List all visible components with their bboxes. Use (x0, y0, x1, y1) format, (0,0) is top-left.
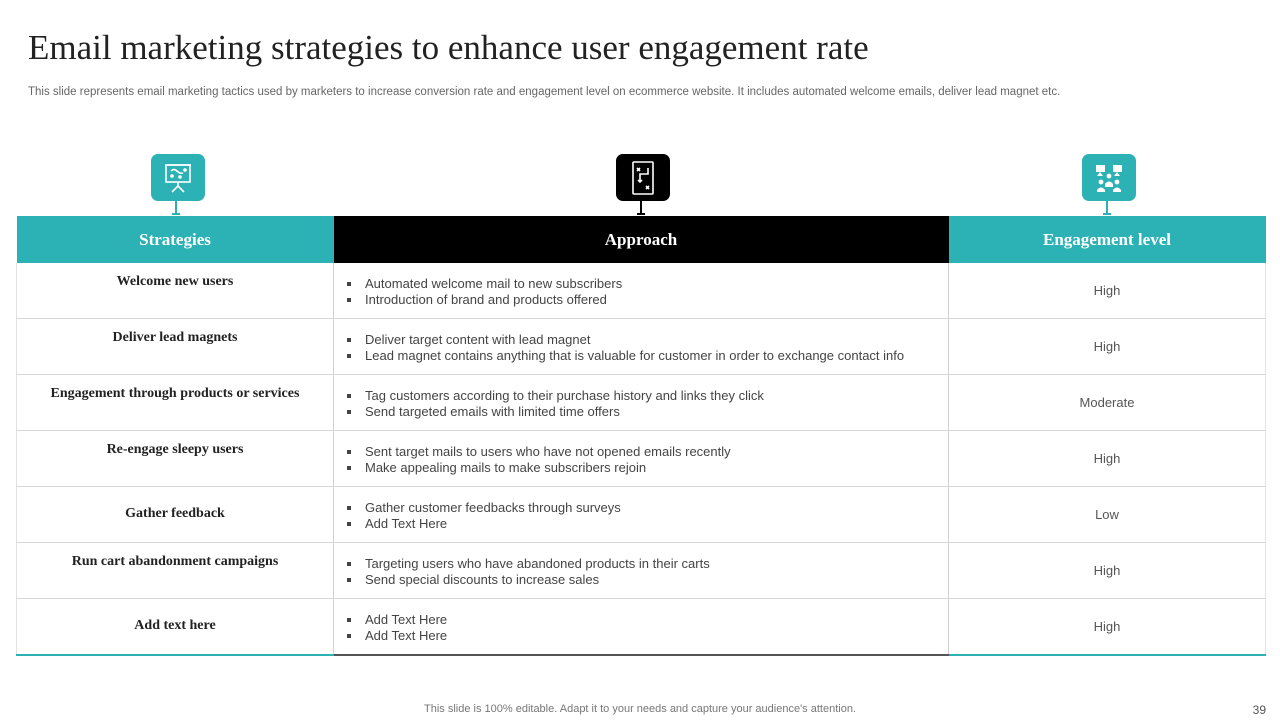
table-header-row (17, 216, 1266, 263)
engagement-level: High (949, 599, 1266, 656)
approach-item: Deliver target content with lead magnet (346, 332, 948, 348)
page-number: 39 (1252, 703, 1266, 717)
strategy-cell (17, 375, 334, 431)
column-header-strategies: Strategies (17, 216, 334, 263)
approach-item: Send targeted emails with limited time offers (346, 404, 948, 420)
approach-cell (334, 263, 949, 319)
approach-cell (334, 543, 949, 599)
approach-list (334, 543, 948, 588)
strategy-cell (17, 431, 334, 487)
approach-item: Targeting users who have abandoned products in their carts (346, 556, 948, 572)
strategy-cell (17, 263, 334, 319)
approach-list (334, 487, 948, 532)
strategy-label: Re-engage sleepy users (106, 442, 244, 457)
approach-item: Add Text Here (346, 516, 948, 532)
table-row (17, 543, 1266, 599)
approach-item: Automated welcome mail to new subscribers (346, 276, 948, 292)
approach-item: Add Text Here (346, 628, 948, 644)
approach-list (334, 599, 948, 644)
column-header-engagement: Engagement level (949, 216, 1266, 263)
approach-item: Tag customers according to their purchase history and links they click (346, 388, 948, 404)
connector-line (1106, 201, 1108, 214)
approach-item: Sent target mails to users who have not opened emails recently (346, 444, 948, 460)
approach-cell (334, 319, 949, 375)
table-row (17, 431, 1266, 487)
table-row (17, 599, 1266, 656)
approach-cell (334, 487, 949, 543)
approach-item: Lead magnet contains anything that is valuable for customer in order to exchange contact info (346, 348, 948, 364)
approach-item: Introduction of brand and products offered (346, 292, 948, 308)
strategy-label: Welcome new users (116, 274, 234, 289)
column-header-approach: Approach (334, 216, 949, 263)
strategy-table (16, 216, 1266, 656)
table-row (17, 375, 1266, 431)
strategy-label: Deliver lead magnets (112, 330, 238, 345)
table-row (17, 487, 1266, 543)
engagement-level: High (949, 543, 1266, 599)
strategy-plan-icon (616, 154, 670, 201)
page-subtitle: This slide represents email marketing tactics used by marketers to increase conversion rate and engagement level on ecommerce website. It includes automated welcome emails, deliver lead magnet etc. (28, 86, 1061, 98)
approach-item: Add Text Here (346, 612, 948, 628)
engagement-level: Moderate (949, 375, 1266, 431)
approach-list (334, 319, 948, 364)
strategy-cell (17, 543, 334, 599)
approach-list (334, 263, 948, 308)
strategy-label: Add text here (134, 618, 216, 633)
approach-item: Send special discounts to increase sales (346, 572, 948, 588)
table-row (17, 319, 1266, 375)
approach-cell (334, 375, 949, 431)
engagement-level: Low (949, 487, 1266, 543)
connector-line (640, 201, 642, 214)
strategy-cell (17, 487, 334, 543)
presentation-board-icon (151, 154, 205, 201)
footer-note: This slide is 100% editable. Adapt it to your needs and capture your audience's attention. (424, 703, 856, 715)
engagement-level: High (949, 263, 1266, 319)
table-row (17, 263, 1266, 319)
strategy-cell (17, 319, 334, 375)
strategy-label: Engagement through products or services (50, 386, 300, 401)
team-network-icon (1082, 154, 1136, 201)
approach-list (334, 375, 948, 420)
approach-list (334, 431, 948, 476)
approach-item: Make appealing mails to make subscribers rejoin (346, 460, 948, 476)
approach-cell (334, 431, 949, 487)
strategy-label: Gather feedback (125, 506, 225, 521)
engagement-level: High (949, 319, 1266, 375)
page-title: Email marketing strategies to enhance user engagement rate (28, 28, 869, 67)
strategy-label: Run cart abandonment campaigns (71, 554, 279, 569)
connector-line (175, 201, 177, 214)
approach-item: Gather customer feedbacks through surveys (346, 500, 948, 516)
approach-cell (334, 599, 949, 656)
strategy-cell (17, 599, 334, 656)
engagement-level: High (949, 431, 1266, 487)
